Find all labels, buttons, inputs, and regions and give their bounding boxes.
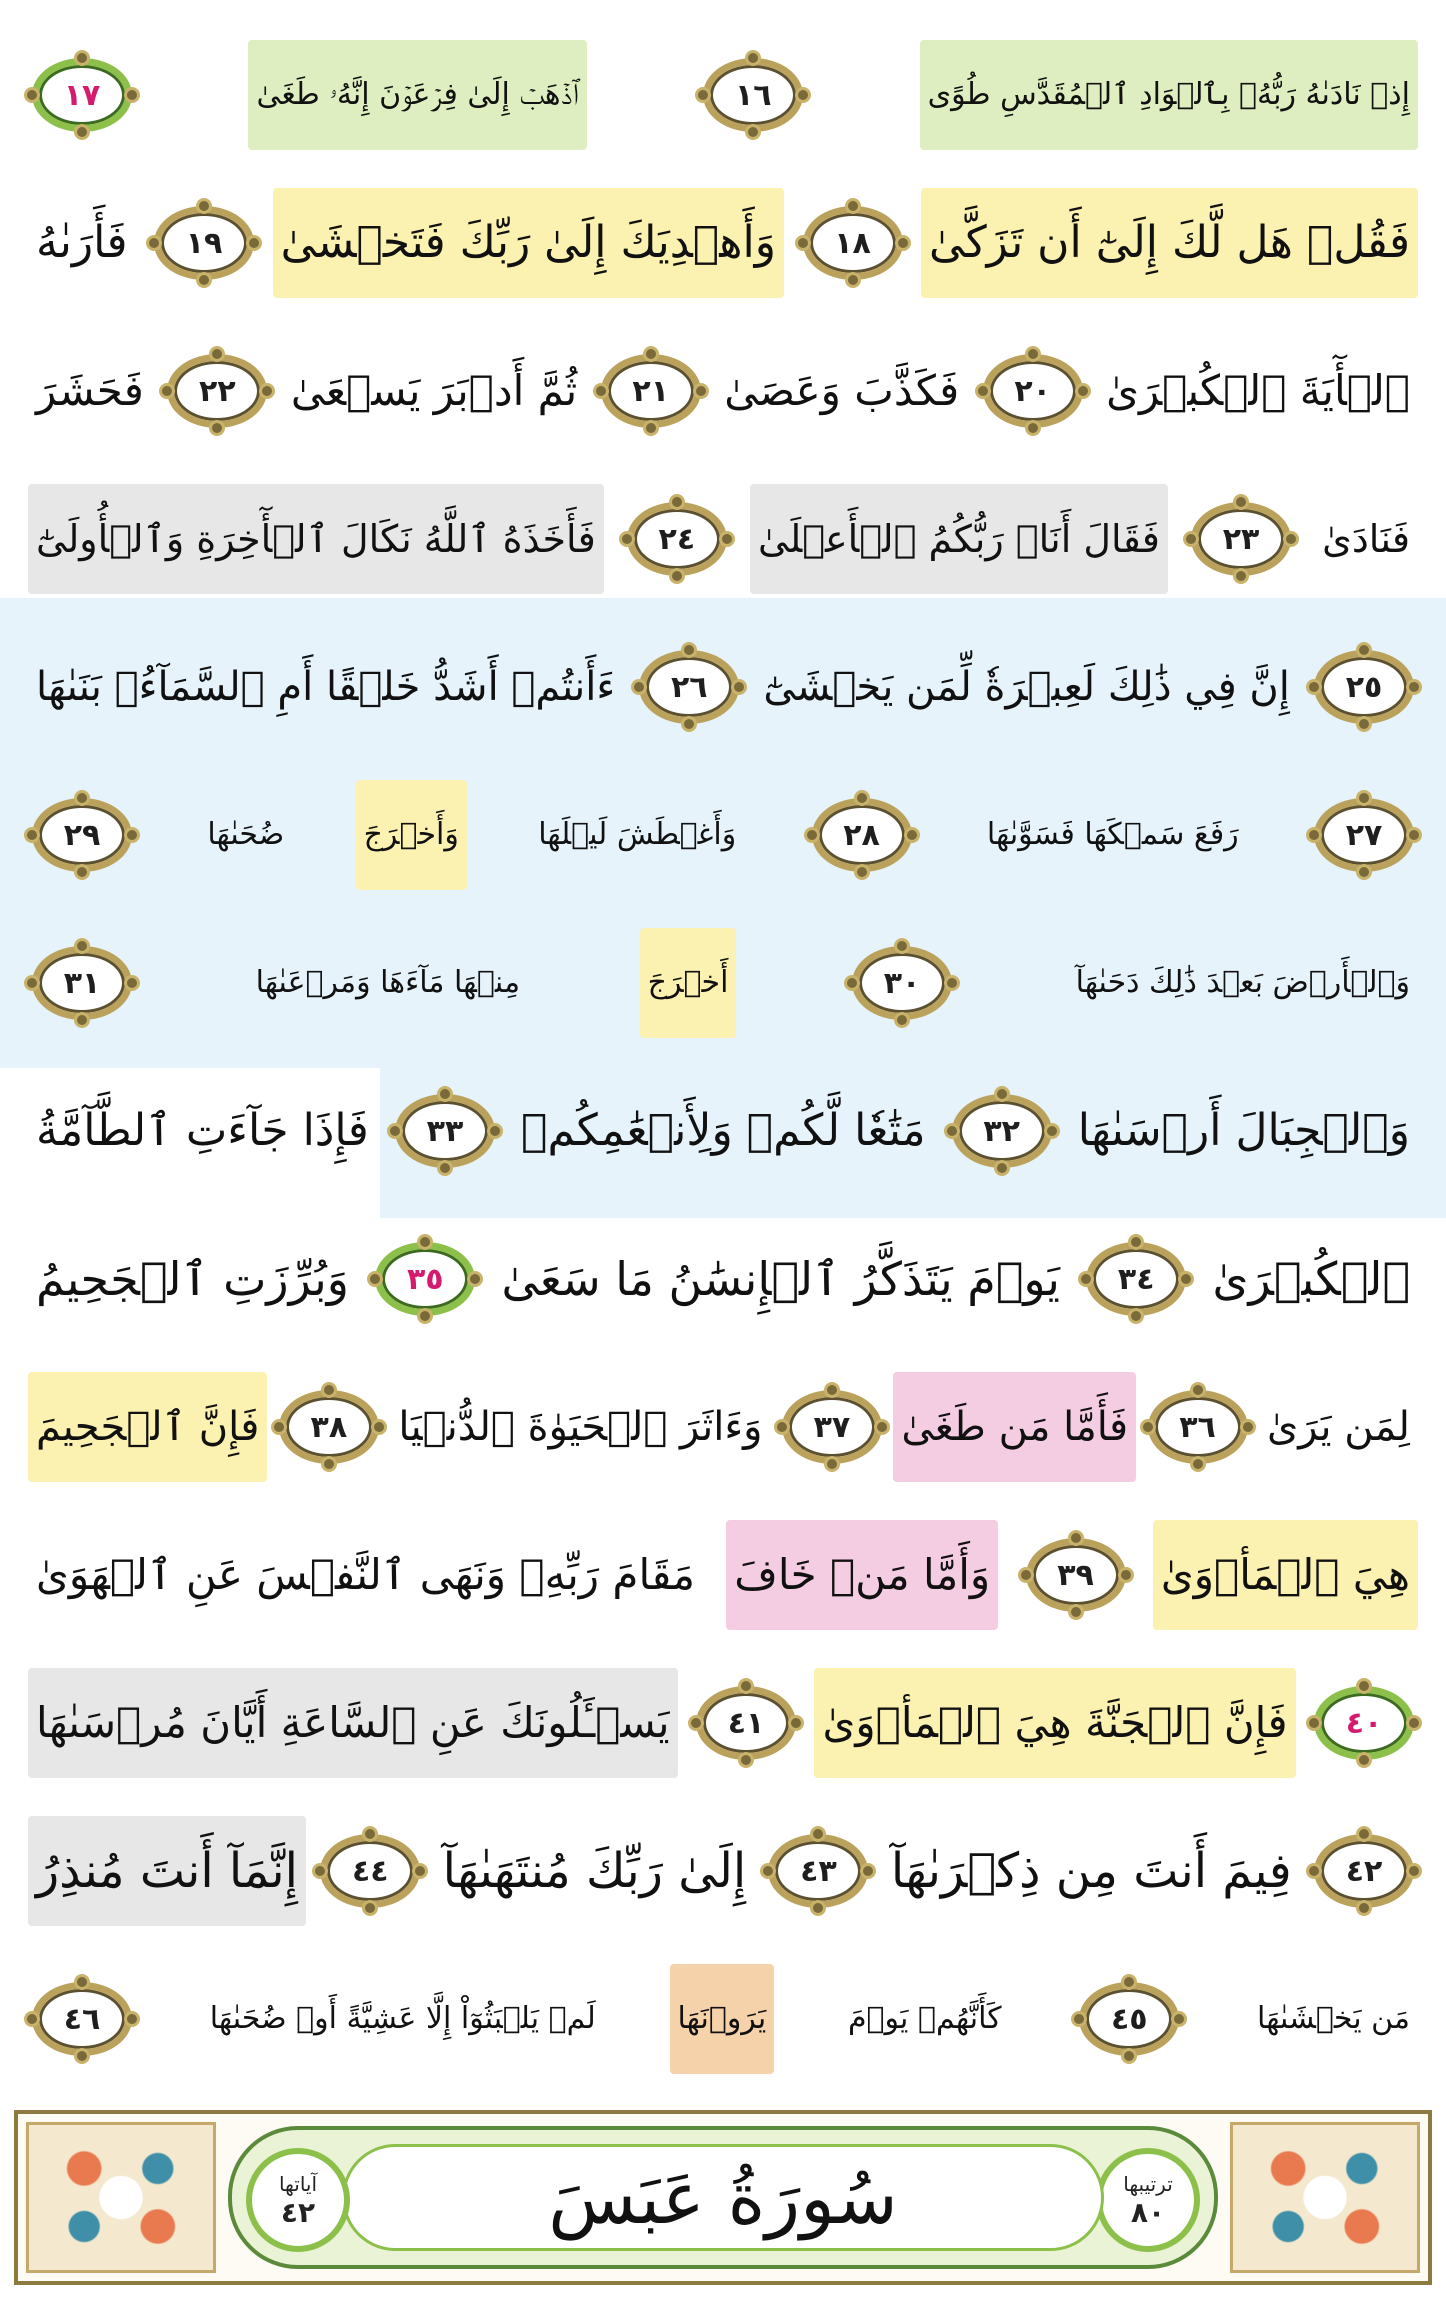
verse-text: ضُحَىٰهَا (207, 817, 285, 852)
ayah-marker-knob (1406, 1863, 1422, 1879)
ayah-number: ٤٥ (1110, 2001, 1148, 2037)
ayah-number: ٢٩ (63, 817, 101, 853)
ayah-number-marker (1082, 1236, 1190, 1322)
verse-line (28, 1944, 1418, 2094)
ayah-number-marker (28, 52, 136, 138)
verse-text: فَكَذَّبَ وَعَصَىٰ (724, 366, 960, 415)
ayah-number: ١٧ (63, 77, 101, 113)
ayah-marker-knob (124, 2011, 140, 2027)
verse-line (28, 1648, 1418, 1798)
ayah-number-marker (163, 348, 271, 434)
verse-text: فَإِنَّ ٱلۡجَنَّةَ هِيَ ٱلۡمَأۡوَىٰ (814, 1668, 1295, 1778)
ayah-marker-knob (619, 531, 635, 547)
ayah-marker-knob (1183, 531, 1199, 547)
verse-text: وَأَخۡرَجَ (356, 780, 467, 890)
ayah-number-marker (1310, 644, 1418, 730)
verse-line (28, 760, 1418, 910)
verse-line (28, 20, 1418, 170)
ayah-marker-knob (124, 827, 140, 843)
ayah-number: ٤٣ (800, 1853, 837, 1889)
verse-text: فَأَخَذَهُ ٱللَّهُ نَكَالَ ٱلۡأٓخِرَةِ وَٱلۡأُولَىٰٓ (28, 484, 604, 594)
ayah-marker-knob (24, 2011, 40, 2027)
ayah-number: ٢٧ (1345, 817, 1383, 853)
ayah-number-marker (1310, 1680, 1418, 1766)
ayah-marker-knob (845, 198, 861, 214)
ayah-marker-knob (894, 938, 910, 954)
surah-title: سُورَةُ عَبَسَ (548, 2155, 898, 2240)
ayah-marker-knob (1075, 383, 1091, 399)
surah-cartouche (228, 2126, 1218, 2269)
ayah-number-marker (948, 1088, 1056, 1174)
surah-order-value: ٨٠ (1130, 2195, 1166, 2229)
ayah-marker-knob (904, 827, 920, 843)
ayah-number: ٣٠ (883, 965, 921, 1001)
ayah-marker-knob (994, 1086, 1010, 1102)
ayah-marker-knob (731, 679, 747, 695)
ayah-number: ١٨ (834, 225, 871, 261)
ayah-number: ٣٨ (310, 1409, 348, 1445)
ayah-number-marker (778, 1384, 886, 1470)
ayah-marker-knob (874, 1419, 890, 1435)
ayah-marker-knob (845, 272, 861, 288)
ayah-marker-knob (738, 1752, 754, 1768)
ayah-number: ٤٢ (1345, 1853, 1383, 1889)
ayah-number: ١٩ (185, 225, 223, 261)
ayah-marker-knob (1044, 1123, 1060, 1139)
ayah-marker-knob (975, 383, 991, 399)
verse-text: مِنۡهَا مَآءَهَا وَمَرۡعَىٰهَا (255, 965, 521, 1000)
ayah-number-marker (848, 940, 956, 1026)
ayah-number-marker (1022, 1532, 1130, 1618)
ayah-marker-knob (1068, 1604, 1084, 1620)
ayah-marker-knob (1140, 1419, 1156, 1435)
ayah-number-marker (979, 348, 1087, 434)
verse-text: يَوۡمَ يَتَذَكَّرُ ٱلۡإِنسَٰنُ مَا سَعَىٰ (501, 1252, 1060, 1306)
ayah-number: ٣١ (63, 965, 101, 1001)
ayah-number: ٣٧ (813, 1409, 851, 1445)
ayah-marker-knob (824, 1456, 840, 1472)
ayah-marker-knob (1306, 827, 1322, 843)
ayah-marker-knob (321, 1456, 337, 1472)
ayah-number-marker (1310, 1828, 1418, 1914)
ayah-marker-knob (387, 1123, 403, 1139)
verse-text: هِيَ ٱلۡمَأۡوَىٰ (1153, 1520, 1418, 1630)
verse-text: لَمۡ يَلۡبَثُوٓاْ إِلَّا عَشِيَّةً أَوۡ ضُحَىٰهَا (209, 2001, 596, 2036)
ayah-marker-knob (774, 1419, 790, 1435)
ayah-marker-knob (795, 235, 811, 251)
verse-text: يَسۡـَٔلُونَكَ عَنِ ٱلسَّاعَةِ أَيَّانَ مُرۡسَىٰهَا (28, 1668, 678, 1778)
ayah-marker-knob (417, 1308, 433, 1324)
ayah-number: ٢٥ (1345, 669, 1383, 705)
ayah-marker-knob (824, 1382, 840, 1398)
ayah-marker-knob (259, 383, 275, 399)
verse-text: يَرَوۡنَهَا (670, 1964, 775, 2074)
verse-text: مَن يَخۡشَىٰهَا (1257, 2001, 1410, 2036)
ayah-marker-knob (74, 864, 90, 880)
ayah-marker-knob (1025, 346, 1041, 362)
verse-text: وَٱلۡجِبَالَ أَرۡسَىٰهَا (1077, 1105, 1410, 1156)
ayah-marker-knob (74, 2048, 90, 2064)
verse-line (28, 612, 1418, 762)
verse-text: وَبُرِّزَتِ ٱلۡجَحِيمُ (36, 1252, 349, 1306)
ayah-marker-knob (196, 272, 212, 288)
ayah-number: ٣٣ (426, 1113, 464, 1149)
ayah-marker-knob (1356, 716, 1372, 732)
ayah-number: ٢٣ (1222, 521, 1260, 557)
ayah-marker-knob (24, 975, 40, 991)
ayah-number: ٢١ (632, 373, 670, 409)
ayah-marker-knob (74, 790, 90, 806)
ayah-marker-knob (860, 1863, 876, 1879)
ayah-marker-knob (74, 1974, 90, 1990)
ayah-marker-knob (124, 87, 140, 103)
ayah-number: ٤١ (727, 1705, 765, 1741)
ayah-marker-knob (738, 1678, 754, 1694)
verse-text: فَحَشَرَ (36, 366, 144, 415)
verse-line (28, 316, 1418, 466)
ayah-number: ٢٤ (658, 521, 696, 557)
verse-line (28, 168, 1418, 318)
verse-text: أَخۡرَجَ (640, 928, 737, 1038)
surah-header-frame (14, 2110, 1432, 2285)
ayah-number-marker (799, 200, 907, 286)
ayah-number-marker (1187, 496, 1295, 582)
ayah-marker-knob (1356, 1900, 1372, 1916)
ayah-marker-knob (1306, 679, 1322, 695)
surah-ayat-medallion (246, 2148, 350, 2252)
ayah-marker-knob (1356, 1826, 1372, 1842)
ayah-marker-knob (1306, 1863, 1322, 1879)
verse-text: إِذۡ نَادَىٰهُ رَبُّهُۥ بِٱلۡوَادِ ٱلۡمُقَدَّسِ طُوًى (920, 40, 1418, 150)
verse-text: ٱلۡأٓيَةَ ٱلۡكُبۡرَىٰ (1106, 366, 1410, 415)
surah-ayat-value: ٤٢ (280, 2195, 316, 2229)
ayah-number-marker (635, 644, 743, 730)
ornament-left (26, 2122, 216, 2273)
verse-text: مَتَٰعٗا لَّكُمۡ وَلِأَنۡعَٰمِكُمۡ (521, 1105, 926, 1156)
verse-text: مَقَامَ رَبِّهِۦ وَنَهَى ٱلنَّفۡسَ عَنِ ٱلۡهَوَىٰ (36, 1550, 695, 1599)
verse-line (28, 1352, 1418, 1502)
ornament-right (1230, 2122, 1420, 2273)
ayah-marker-knob (944, 1123, 960, 1139)
verse-text: ثُمَّ أَدۡبَرَ يَسۡعَىٰ (290, 366, 578, 415)
ayah-marker-knob (371, 1419, 387, 1435)
verse-line (28, 1500, 1418, 1650)
ayah-marker-knob (1283, 531, 1299, 547)
ayah-marker-knob (1018, 1567, 1034, 1583)
verse-line (28, 1796, 1418, 1946)
ayah-marker-knob (1025, 420, 1041, 436)
ayah-marker-knob (895, 235, 911, 251)
surah-ayat-label: آياتها (278, 2171, 318, 2196)
ayah-marker-knob (1356, 642, 1372, 658)
verse-text: لِمَن يَرَىٰ (1267, 1404, 1410, 1450)
surah-order-medallion (1096, 2148, 1200, 2252)
ayah-number: ٢٨ (843, 817, 880, 853)
ayah-marker-knob (196, 198, 212, 214)
ayah-number: ٣٥ (406, 1261, 444, 1297)
ayah-marker-knob (412, 1863, 428, 1879)
ayah-number-marker (699, 52, 807, 138)
ayah-number: ٤٦ (63, 2001, 101, 2037)
verse-line (28, 908, 1418, 1058)
ayah-marker-knob (467, 1271, 483, 1287)
verse-text: إِنَّمَآ أَنتَ مُنذِرُ (28, 1816, 306, 1926)
ayah-marker-knob (795, 87, 811, 103)
ayah-marker-knob (74, 1012, 90, 1028)
verse-text: وَأَهۡدِيَكَ إِلَىٰ رَبِّكَ فَتَخۡشَىٰ (273, 188, 784, 298)
verse-line (28, 1204, 1418, 1354)
verse-text: إِلَىٰ رَبِّكَ مُنتَهَىٰهَآ (442, 1843, 747, 1899)
ayah-marker-knob (688, 1715, 704, 1731)
ayah-number: ٢٠ (1014, 373, 1051, 409)
ayah-number-marker (28, 1976, 136, 2062)
ayah-marker-knob (1356, 790, 1372, 806)
ayah-marker-knob (1406, 827, 1422, 843)
ayah-marker-knob (994, 1160, 1010, 1176)
ayah-marker-knob (804, 827, 820, 843)
ayah-marker-knob (1121, 2048, 1137, 2064)
ayah-marker-knob (810, 1900, 826, 1916)
ayah-marker-knob (1128, 1308, 1144, 1324)
verse-text: وَءَاثَرَ ٱلۡحَيَوٰةَ ٱلدُّنۡيَا (398, 1404, 763, 1450)
ayah-marker-knob (669, 494, 685, 510)
ayah-marker-knob (437, 1086, 453, 1102)
verse-text: وَأَمَّا مَنۡ خَافَ (726, 1520, 998, 1630)
ayah-marker-knob (1406, 1715, 1422, 1731)
ayah-marker-knob (719, 531, 735, 547)
verse-text: فَنَادَىٰ (1322, 517, 1410, 561)
ayah-marker-knob (271, 1419, 287, 1435)
ayah-marker-knob (1233, 568, 1249, 584)
ayah-marker-knob (1178, 1271, 1194, 1287)
verse-text: رَفَعَ سَمۡكَهَا فَسَوَّىٰهَا (986, 817, 1239, 852)
ayah-number-marker (1144, 1384, 1252, 1470)
ayah-marker-knob (487, 1123, 503, 1139)
ayah-marker-knob (944, 975, 960, 991)
verse-text: ءَأَنتُمۡ أَشَدُّ خَلۡقًا أَمِ ٱلسَّمَآءُۚ بَنَىٰهَا (36, 664, 616, 710)
surah-title-box (342, 2144, 1104, 2251)
verse-text: فَأَمَّا مَن طَغَىٰ (893, 1372, 1136, 1482)
verse-text: إِنَّ فِي ذَٰلِكَ لَعِبۡرَةٗ لِّمَن يَخۡشَىٰٓ (763, 664, 1290, 710)
ayah-number: ٣٦ (1179, 1409, 1216, 1445)
verse-text: فِيمَ أَنتَ مِن ذِكۡرَىٰهَآ (890, 1843, 1292, 1899)
ayah-marker-knob (124, 975, 140, 991)
ayah-marker-knob (74, 124, 90, 140)
ayah-number-marker (623, 496, 731, 582)
ayah-marker-knob (1356, 1752, 1372, 1768)
ayah-number: ٢٢ (199, 373, 236, 409)
ayah-marker-knob (1190, 1382, 1206, 1398)
ayah-marker-knob (643, 420, 659, 436)
ayah-number-marker (597, 348, 705, 434)
ayah-number-marker (1075, 1976, 1183, 2062)
ayah-number: ٢٦ (670, 669, 708, 705)
ayah-number-marker (764, 1828, 872, 1914)
ayah-number: ٤٤ (352, 1853, 389, 1889)
ayah-number-marker (150, 200, 258, 286)
ayah-number-marker (28, 792, 136, 878)
verse-text: فَقَالَ أَنَا۠ رَبُّكُمُ ٱلۡأَعۡلَىٰ (750, 484, 1168, 594)
ayah-number-marker (316, 1828, 424, 1914)
verse-line (28, 1056, 1418, 1206)
ayah-marker-knob (246, 235, 262, 251)
ayah-number-marker (391, 1088, 499, 1174)
ayah-marker-knob (24, 827, 40, 843)
ayah-number-marker (692, 1680, 800, 1766)
ayah-marker-knob (74, 50, 90, 66)
ayah-marker-knob (1233, 494, 1249, 510)
ayah-marker-knob (1190, 1456, 1206, 1472)
ayah-marker-knob (1171, 2011, 1187, 2027)
verse-text: فَإِنَّ ٱلۡجَحِيمَ (28, 1372, 267, 1482)
ayah-number-marker (28, 940, 136, 1026)
verse-text: ٱلۡكُبۡرَىٰ (1212, 1252, 1410, 1306)
ayah-number-marker (1310, 792, 1418, 878)
ayah-number: ٤٠ (1345, 1705, 1383, 1741)
ayah-marker-knob (745, 124, 761, 140)
ayah-marker-knob (1068, 1530, 1084, 1546)
ayah-marker-knob (788, 1715, 804, 1731)
ayah-marker-knob (894, 1012, 910, 1028)
ayah-number-marker (808, 792, 916, 878)
ayah-marker-knob (844, 975, 860, 991)
ayah-marker-knob (693, 383, 709, 399)
ayah-marker-knob (669, 568, 685, 584)
ayah-marker-knob (146, 235, 162, 251)
verse-text: فَأَرَىٰهُ (36, 217, 128, 268)
ayah-marker-knob (1306, 1715, 1322, 1731)
ayah-number: ٣٢ (983, 1113, 1020, 1149)
ayah-marker-knob (437, 1160, 453, 1176)
ayah-number: ٣٩ (1057, 1557, 1094, 1593)
verse-text: ٱذۡهَبۡ إِلَىٰ فِرۡعَوۡنَ إِنَّهُۥ طَغَىٰ (248, 40, 586, 150)
ayah-marker-knob (854, 864, 870, 880)
ayah-marker-knob (1356, 1678, 1372, 1694)
ayah-number-marker (371, 1236, 479, 1322)
ayah-marker-knob (593, 383, 609, 399)
ayah-marker-knob (209, 420, 225, 436)
ayah-marker-knob (362, 1900, 378, 1916)
verse-line (28, 464, 1418, 614)
ayah-marker-knob (1356, 864, 1372, 880)
ayah-marker-knob (681, 716, 697, 732)
ayah-marker-knob (321, 1382, 337, 1398)
verse-text: وَٱلۡأَرۡضَ بَعۡدَ ذَٰلِكَ دَحَىٰهَآ (1075, 965, 1410, 1000)
ayah-number: ١٦ (734, 77, 772, 113)
ayah-marker-knob (1118, 1567, 1134, 1583)
verse-text: فَإِذَا جَآءَتِ ٱلطَّآمَّةُ (36, 1105, 369, 1156)
ayah-marker-knob (1406, 679, 1422, 695)
ayah-marker-knob (24, 87, 40, 103)
ayah-number-marker (275, 1384, 383, 1470)
ayah-marker-knob (854, 790, 870, 806)
ayah-marker-knob (74, 938, 90, 954)
verse-text: كَأَنَّهُمۡ يَوۡمَ (847, 2001, 1002, 2036)
verse-text: فَقُلۡ هَل لَّكَ إِلَىٰٓ أَن تَزَكَّىٰ (921, 188, 1418, 298)
ayah-number: ٣٤ (1117, 1261, 1155, 1297)
surah-order-label: ترتيبها (1123, 2171, 1173, 2196)
ayah-marker-knob (643, 346, 659, 362)
ayah-marker-knob (1240, 1419, 1256, 1435)
verse-text: وَأَغۡطَشَ لَيۡلَهَا (538, 817, 737, 852)
